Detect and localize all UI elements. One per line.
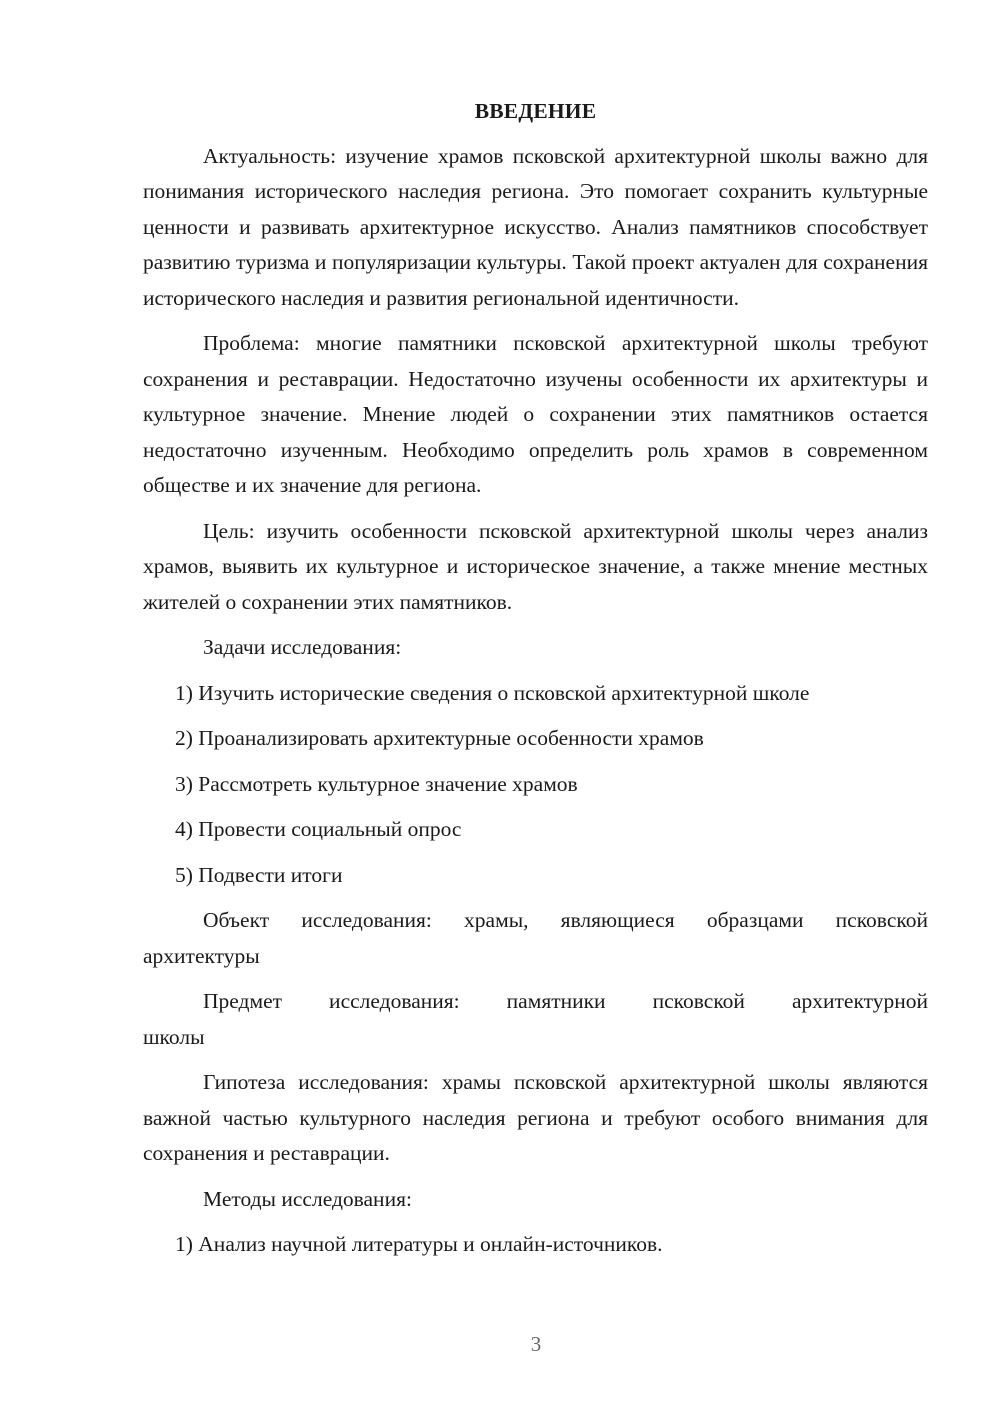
- subject-line: Предмет исследования: памятники псковской архитектурной: [203, 989, 928, 1013]
- problem-paragraph: Проблема: многие памятники псковской архитектурной школы требуют сохранения и реставрации. Недостаточно изучены особенности их архитектуры и культурное значение. Мнение людей о сохранении этих памятников остается недостаточно изученным. Необходимо определить роль храмов в современном обществе и их значение для региона.: [143, 331, 928, 497]
- object-line: Объект исследования: храмы, являющиеся образцами псковской: [203, 908, 928, 932]
- subject-tail: школы: [143, 1024, 205, 1049]
- list-item: 5) Подвести итоги: [175, 862, 343, 887]
- relevance-paragraph: Актуальность: изучение храмов псковской архитектурной школы важно для понимания исторического наследия региона. Это помогает сохранить культурные ценности и развивать архитектурное искусство. Анализ памятников способствует развитию туризма и популяризации культуры. Такой проект актуален для сохранения исторического наследия и развития региональной идентичности.: [143, 143, 928, 310]
- tasks-list: [143, 676, 928, 894]
- list-item: 2) Проанализировать архитектурные особенности храмов: [175, 726, 704, 750]
- list-item: 1) Анализ научной литературы и онлайн-источников.: [175, 1232, 663, 1256]
- list-item: 1) Изучить исторические сведения о псковской архитектурной школе: [175, 680, 810, 705]
- object-paragraph: [143, 903, 928, 974]
- list-item: 3) Рассмотреть культурное значение храмов: [175, 771, 578, 796]
- methods-list: [143, 1227, 928, 1263]
- hypothesis-paragraph: Гипотеза исследования: храмы псковской архитектурной школы являются важной частью культурного наследия региона и требуют особого внимания для сохранения и реставрации.: [143, 1070, 928, 1165]
- goal-paragraph: Цель: изучить особенности псковской архитектурной школы через анализ храмов, выявить их культурное и историческое значение, а также мнение местных жителей о сохранении этих памятников.: [143, 518, 928, 614]
- object-tail: архитектуры: [143, 943, 260, 968]
- subject-paragraph: [143, 984, 928, 1055]
- page-number: 3: [530, 1332, 542, 1356]
- tasks-title: Задачи исследования:: [203, 635, 402, 659]
- list-item: 4) Провести социальный опрос: [175, 817, 462, 841]
- section-heading: ВВЕДЕНИЕ: [474, 99, 597, 123]
- methods-title: Методы исследования:: [203, 1186, 412, 1211]
- document-page: [143, 94, 928, 1273]
